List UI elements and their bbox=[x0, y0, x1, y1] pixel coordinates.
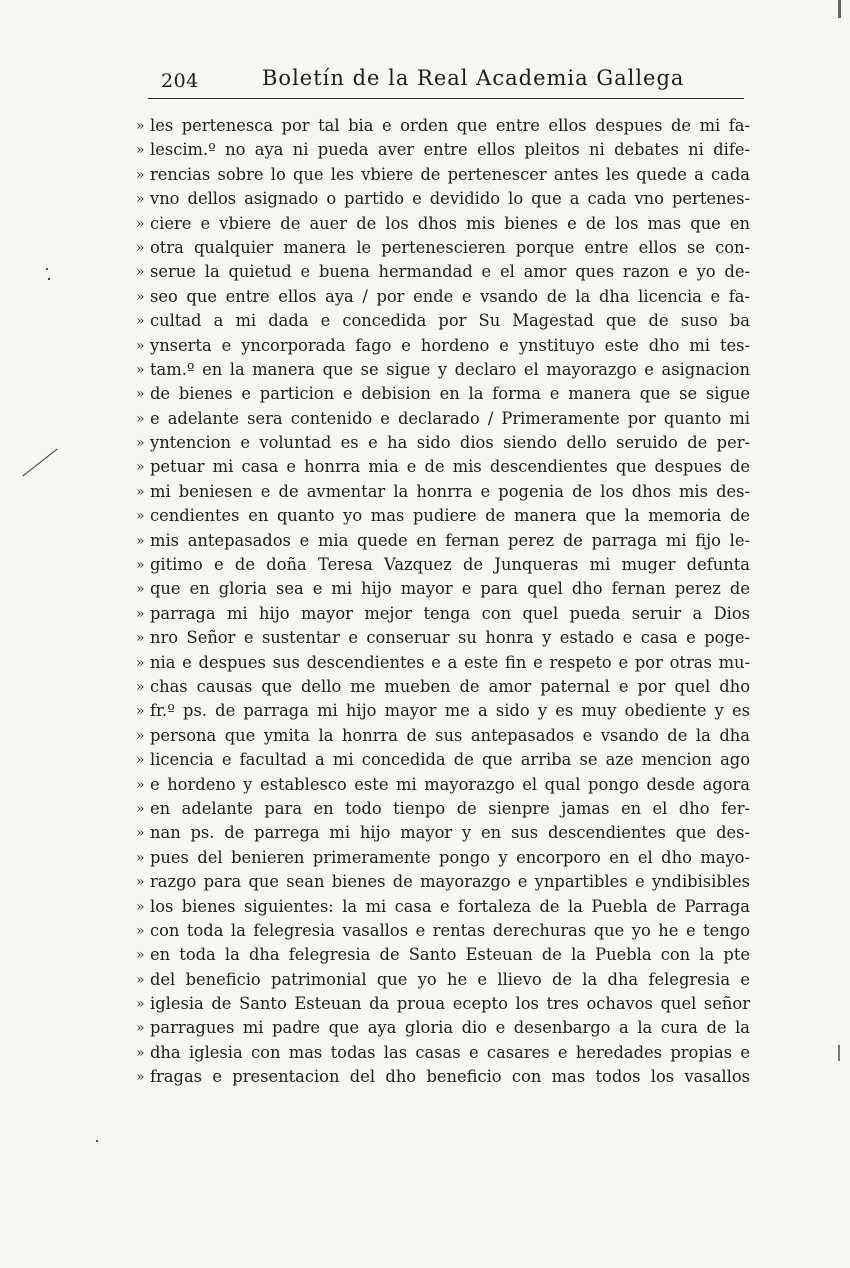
line-text: persona que ymita la honrra de sus antepasados e vsando de la dha bbox=[150, 725, 750, 745]
quote-marker: » bbox=[136, 410, 145, 427]
text-line bbox=[136, 870, 750, 894]
line-text: otra qualquier manera le pertenescieren porque entre ellos se con- bbox=[150, 237, 750, 257]
quote-marker: » bbox=[136, 971, 145, 988]
quote-marker: » bbox=[136, 459, 145, 476]
text-line bbox=[136, 797, 750, 821]
stray-pen-mark bbox=[22, 449, 57, 477]
line-text: que en gloria sea e mi hijo mayor e para quel dho fernan perez de bbox=[150, 579, 750, 599]
line-text: iglesia de Santo Esteuan da proua ecepto los tres ochavos quel señor bbox=[150, 994, 750, 1014]
quote-marker: » bbox=[136, 581, 145, 598]
line-text: parragues mi padre que aya gloria dio e desenbargo a la cura de la bbox=[150, 1018, 750, 1038]
line-text: fragas e presentacion del dho beneficio con mas todos los vasallos bbox=[150, 1067, 750, 1087]
quote-marker: » bbox=[136, 239, 145, 256]
text-line bbox=[136, 748, 750, 772]
running-title: Boletín de la Real Academia Gallega bbox=[262, 66, 685, 90]
text-line bbox=[136, 334, 750, 358]
quote-marker: » bbox=[136, 215, 145, 232]
line-text: razgo para que sean bienes de mayorazgo e ynpartibles e yndibisibles bbox=[150, 872, 750, 892]
page-number: 204 bbox=[161, 70, 199, 92]
quote-marker: » bbox=[136, 752, 145, 769]
text-line bbox=[136, 577, 750, 601]
quote-marker: » bbox=[136, 166, 145, 183]
text-line bbox=[136, 699, 750, 723]
line-text: cultad a mi dada e concedida por Su Magestad que de suso ba bbox=[150, 311, 750, 331]
text-line bbox=[136, 114, 750, 138]
text-line bbox=[136, 1065, 750, 1089]
text-line bbox=[136, 821, 750, 845]
text-line bbox=[136, 407, 750, 431]
quote-marker: » bbox=[136, 508, 145, 525]
text-line bbox=[136, 212, 750, 236]
text-line bbox=[136, 553, 750, 577]
line-text: en adelante para en todo tienpo de sienpre jamas en el dho fer- bbox=[150, 798, 750, 818]
quote-marker: » bbox=[136, 678, 145, 695]
text-line bbox=[136, 431, 750, 455]
quote-marker: » bbox=[136, 800, 145, 817]
quote-marker: » bbox=[136, 874, 145, 891]
text-line bbox=[136, 846, 750, 870]
text-line bbox=[136, 187, 750, 211]
text-line bbox=[136, 675, 750, 699]
text-line bbox=[136, 309, 750, 333]
quote-marker: » bbox=[136, 996, 145, 1013]
line-text: yntencion e voluntad es e ha sido dios siendo dello seruido de per- bbox=[150, 433, 750, 453]
quote-marker: » bbox=[136, 191, 145, 208]
line-text: gitimo e de doña Teresa Vazquez de Junqueras mi muger defunta bbox=[150, 555, 750, 575]
line-text: los bienes siguientes: la mi casa e fortaleza de la Puebla de Parraga bbox=[150, 896, 750, 916]
line-text: lescim.º no aya ni pueda aver entre ellos pleitos ni debates ni dife- bbox=[150, 140, 750, 160]
quote-marker: » bbox=[136, 825, 145, 842]
line-text: les pertenesca por tal bia e orden que entre ellos despues de mi fa- bbox=[150, 116, 750, 135]
stray-dot bbox=[48, 278, 50, 280]
text-line bbox=[136, 455, 750, 479]
quote-marker: » bbox=[136, 313, 145, 330]
text-line bbox=[136, 919, 750, 943]
text-line bbox=[136, 943, 750, 967]
stray-dot bbox=[46, 268, 48, 270]
line-text: dha iglesia con mas todas las casas e casares e heredades propias e bbox=[150, 1042, 750, 1062]
text-line bbox=[136, 968, 750, 992]
quote-marker: » bbox=[136, 118, 145, 134]
quote-marker: » bbox=[136, 1044, 145, 1061]
text-line bbox=[136, 285, 750, 309]
edge-mark bbox=[838, 0, 841, 18]
text-line bbox=[136, 529, 750, 553]
text-line bbox=[136, 504, 750, 528]
stray-dot bbox=[96, 1140, 98, 1142]
quote-marker: » bbox=[136, 1020, 145, 1037]
quote-marker: » bbox=[136, 142, 145, 159]
line-text: licencia e facultad a mi concedida de que arriba se aze mencion ago bbox=[150, 750, 750, 770]
line-text: del beneficio patrimonial que yo he e llievo de la dha felegresia e bbox=[150, 969, 750, 989]
line-text: de bienes e particion e debision en la forma e manera que se sigue bbox=[150, 384, 750, 404]
line-text: chas causas que dello me mueben de amor paternal e por quel dho bbox=[150, 676, 750, 696]
quote-marker: » bbox=[136, 386, 145, 403]
text-line bbox=[136, 358, 750, 382]
quote-marker: » bbox=[136, 361, 145, 378]
line-text: en toda la dha felegresia de Santo Esteuan de la Puebla con la pte bbox=[150, 945, 750, 965]
quote-marker: » bbox=[136, 727, 145, 744]
line-text: nan ps. de parrega mi hijo mayor y en sus descendientes que des- bbox=[150, 823, 750, 843]
text-line bbox=[136, 138, 750, 162]
line-text: ciere e vbiere de auer de los dhos mis bienes e de los mas que en bbox=[150, 213, 750, 233]
line-text: fr.º ps. de parraga mi hijo mayor me a sido y es muy obediente y es bbox=[150, 701, 750, 721]
text-line bbox=[136, 1041, 750, 1065]
line-text: mi beniesen e de avmentar la honrra e pogenia de los dhos mis des- bbox=[150, 481, 750, 501]
body-text bbox=[136, 114, 750, 1090]
line-text: con toda la felegresia vasallos e rentas derechuras que yo he e tengo bbox=[150, 920, 750, 940]
text-line bbox=[136, 992, 750, 1016]
text-line bbox=[136, 626, 750, 650]
quote-marker: » bbox=[136, 1069, 145, 1086]
text-line bbox=[136, 260, 750, 284]
quote-marker: » bbox=[136, 654, 145, 671]
text-line bbox=[136, 773, 750, 797]
quote-marker: » bbox=[136, 898, 145, 915]
quote-marker: » bbox=[136, 630, 145, 647]
quote-marker: » bbox=[136, 605, 145, 622]
line-text: rencias sobre lo que les vbiere de pertenescer antes les quede a cada bbox=[150, 164, 750, 184]
text-line bbox=[136, 236, 750, 260]
text-line bbox=[136, 651, 750, 675]
line-text: serue la quietud e buena hermandad e el amor ques razon e yo de- bbox=[150, 262, 750, 282]
line-text: ynserta e yncorporada fago e hordeno e ynstituyo este dho mi tes- bbox=[150, 335, 750, 355]
line-text: tam.º en la manera que se sigue y declaro el mayorazgo e asignacion bbox=[150, 359, 750, 379]
line-text: cendientes en quanto yo mas pudiere de manera que la memoria de bbox=[150, 506, 750, 526]
edge-mark bbox=[838, 1045, 840, 1061]
line-text: pues del benieren primeramente pongo y encorporo en el dho mayo- bbox=[150, 847, 750, 867]
line-text: e adelante sera contenido e declarado / Primeramente por quanto mi bbox=[150, 408, 750, 428]
quote-marker: » bbox=[136, 776, 145, 793]
line-text: parraga mi hijo mayor mejor tenga con quel pueda seruir a Dios bbox=[150, 603, 750, 623]
line-text: e hordeno y establesco este mi mayorazgo el qual pongo desde agora bbox=[150, 774, 750, 794]
quote-marker: » bbox=[136, 557, 145, 574]
line-text: mis antepasados e mia quede en fernan perez de parraga mi fijo le- bbox=[150, 530, 750, 550]
quote-marker: » bbox=[136, 922, 145, 939]
quote-marker: » bbox=[136, 849, 145, 866]
quote-marker: » bbox=[136, 483, 145, 500]
line-text: nia e despues sus descendientes e a este fin e respeto e por otras mu- bbox=[150, 652, 750, 672]
header-rule bbox=[148, 98, 744, 99]
quote-marker: » bbox=[136, 435, 145, 452]
quote-marker: » bbox=[136, 703, 145, 720]
text-line bbox=[136, 895, 750, 919]
quote-marker: » bbox=[136, 288, 145, 305]
line-text: vno dellos asignado o partido e devidido lo que a cada vno pertenes- bbox=[150, 189, 750, 209]
line-text: nro Señor e sustentar e conseruar su honra y estado e casa e poge- bbox=[150, 628, 750, 648]
quote-marker: » bbox=[136, 947, 145, 964]
quote-marker: » bbox=[136, 532, 145, 549]
quote-marker: » bbox=[136, 337, 145, 354]
quote-marker: » bbox=[136, 264, 145, 281]
text-line bbox=[136, 724, 750, 748]
text-line bbox=[136, 1016, 750, 1040]
text-line bbox=[136, 382, 750, 406]
text-line bbox=[136, 163, 750, 187]
line-text: petuar mi casa e honrra mia e de mis descendientes que despues de bbox=[150, 457, 750, 477]
text-line bbox=[136, 602, 750, 626]
line-text: seo que entre ellos aya / por ende e vsando de la dha licencia e fa- bbox=[150, 286, 750, 306]
text-line bbox=[136, 480, 750, 504]
